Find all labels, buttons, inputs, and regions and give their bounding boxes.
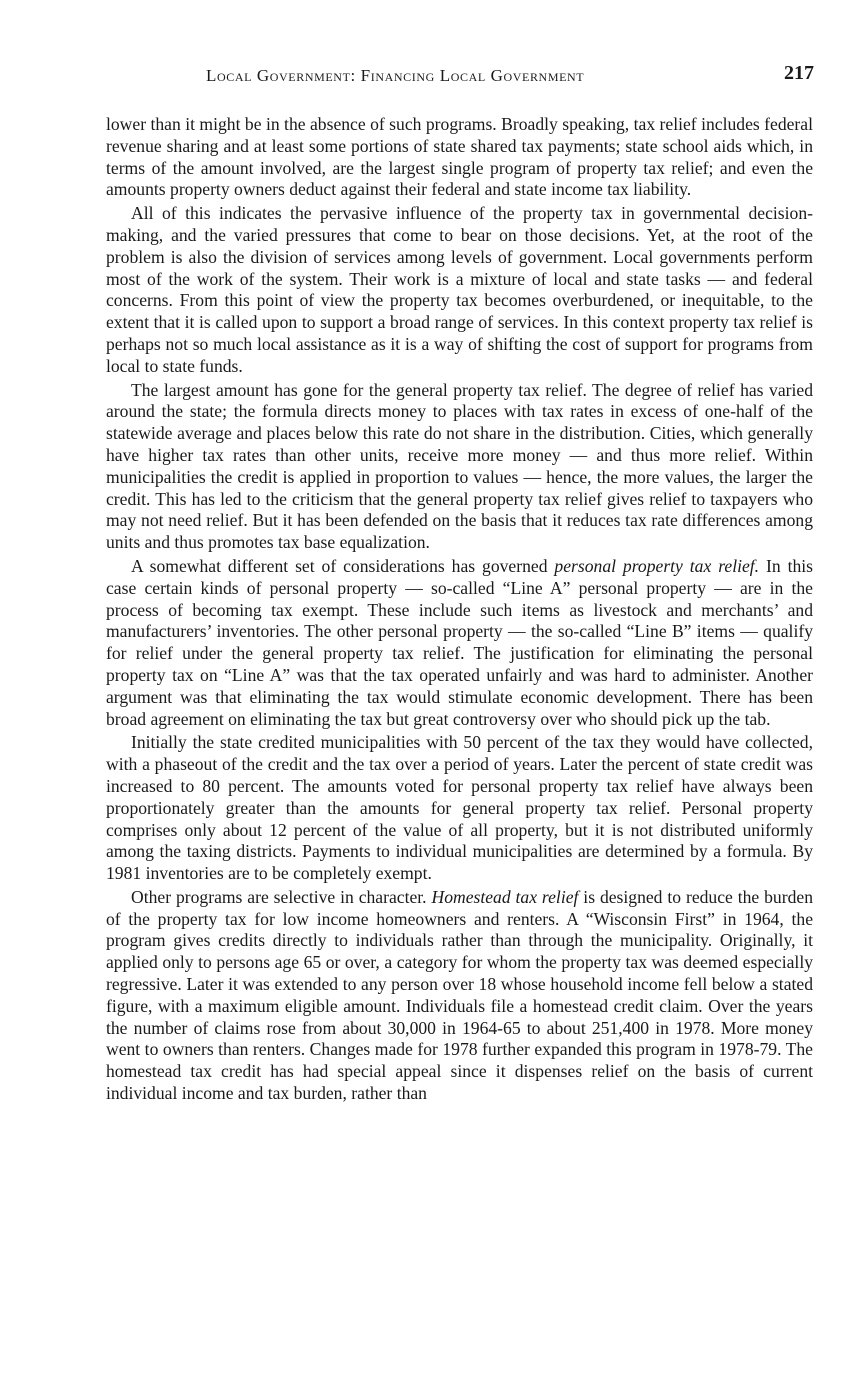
running-head: Local Government: Financing Local Government	[206, 66, 585, 85]
paragraph-homestead	[106, 887, 813, 1105]
text-run: In this case certain kinds of personal property — so-called “Line A” personal property — are in the process of becoming tax exempt. These include such items as livestock and merchants’ and manufacturers’ inventories. The other personal property — the so-called “Line B” items — qualify for relief under the general property tax relief. The justification for eliminating the personal property tax on “Line A” was that the tax operated unfairly and was hard to administer. Another argument was that eliminating the tax would stimulate economic development. There has been broad agreement on eliminating the tax but great controversy over who should pick up the tab.	[106, 555, 813, 729]
paragraph-state-credit	[106, 732, 813, 885]
italic-term: personal property tax relief.	[554, 555, 760, 576]
text-run: A somewhat different set of considerations has governed	[131, 555, 555, 576]
italic-term: Homestead tax relief	[431, 886, 579, 907]
text-run: The largest amount has gone for the general property tax relief. The degree of relief has varied around the state; the formula directs money to places with tax rates in excess of one-half of the statewide average and places below this rate do not share in the distribution. Cities, which generally have higher tax rates than other units, receive more money — and thus more relief. Within municipalities the credit is applied in proportion to values — hence, the more values, the larger the credit. This has led to the criticism that the general property tax relief gives relief to taxpayers who may not need relief. But it has been defended on the basis that it reduces tax rate differences among units and thus promotes tax base equalization.	[106, 379, 813, 553]
text-run: lower than it might be in the absence of such programs. Broadly speaking, tax relief includes federal revenue sharing and at least some portions of state shared tax payments; state school aids which, in terms of the amount involved, are the largest single program of property tax relief; and even the amounts property owners deduct against their federal and state income tax liability.	[106, 114, 813, 200]
body-text	[106, 114, 813, 1105]
text-run: Initially the state credited municipalities with 50 percent of the tax they would have collected, with a phaseout of the credit and the tax over a period of years. Later the percent of state credit was increased to 80 percent. The amounts voted for personal property tax relief have always been proportionately greater than the amounts for general property tax relief. Personal property comprises only about 12 percent of the value of all property, but it is not distributed uniformly among the taxing districts. Payments to individual municipalities are determined by a formula. By 1981 inventories are to be completely exempt.	[106, 732, 813, 884]
text-run: is designed to reduce the burden of the property tax for low income homeowners and renters. A “Wisconsin First” in 1964, the program gives credits directly to individuals rather than through the municipality. Originally, it applied only to persons age 65 or over, a category for whom the property tax was deemed especially regressive. Later it was extended to any person over 18 whose household income fell below a stated figure, with a maximum eligible amount. Individuals file a homestead credit claim. Over the years the number of claims rose from about 30,000 in 1964-65 to about 251,400 in 1978. More money went to owners than renters. Changes made for 1978 further expanded this program in 1978-79. The homestead tax credit has had special appeal since it dispenses relief on the basis of current individual income and tax burden, rather than	[106, 886, 813, 1104]
page-header	[106, 62, 814, 92]
text-run: All of this indicates the pervasive influence of the property tax in governmental decision-making, and the varied pressures that come to bear on those decisions. Yet, at the root of the problem is also the division of services among levels of government. Local governments perform most of the work of the system. Their work is a mixture of local and state tasks — and federal concerns. From this point of view the property tax becomes overburdened, or inequitable, to the extent that it is called upon to support a broad range of services. In this context property tax relief is perhaps not so much local assistance as it is a way of shifting the cost of support for programs from local to state funds.	[106, 203, 813, 376]
paragraph-continuation	[106, 114, 813, 201]
page-number: 217	[784, 62, 814, 84]
text-run: Other programs are selective in character.	[131, 886, 432, 907]
paragraph-personal-property	[106, 556, 813, 730]
paragraph-general-relief	[106, 380, 813, 554]
paragraph-pervasive-influence	[106, 203, 813, 377]
